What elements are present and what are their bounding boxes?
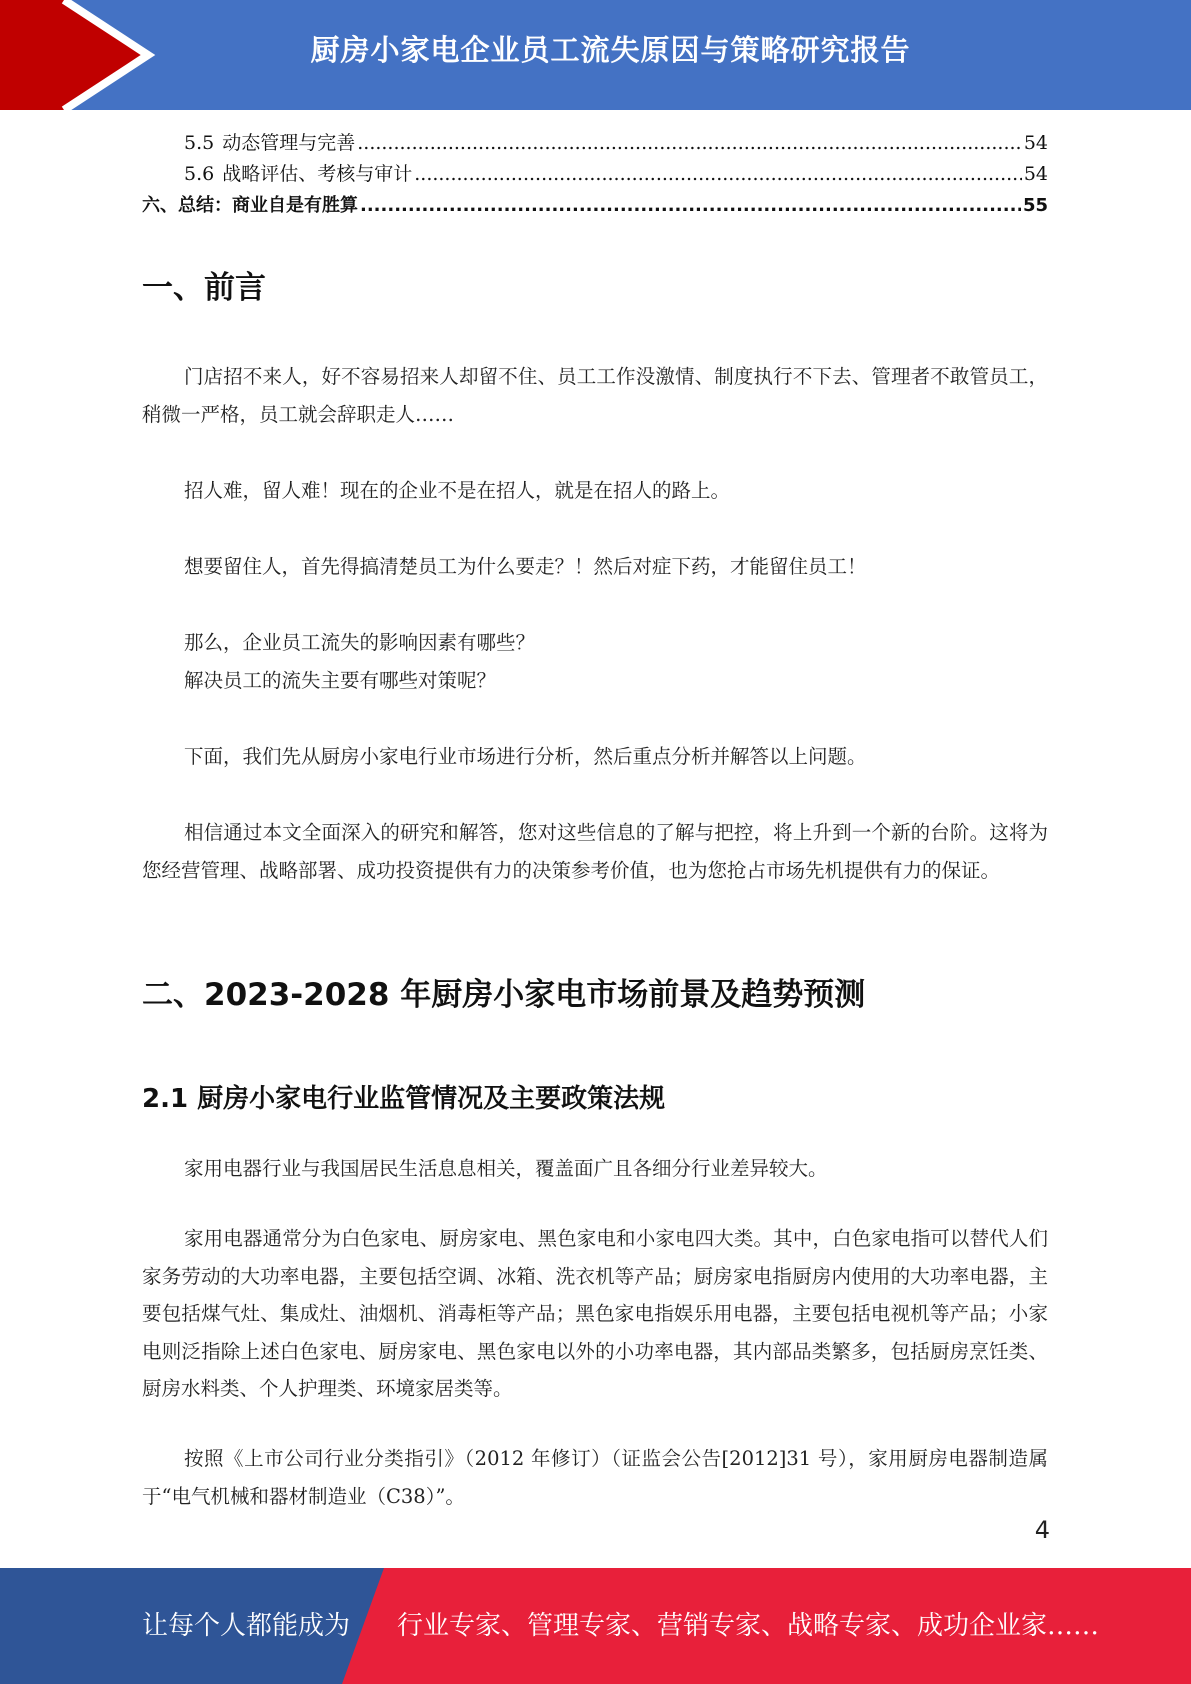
page-header: [0, 0, 1191, 110]
toc-entry[interactable]: [142, 159, 1048, 190]
page-footer: [0, 1568, 1191, 1684]
toc-leader-dots: [360, 190, 1021, 221]
subsection-heading-regulation: 2.1 厨房小家电行业监管情况及主要政策法规: [142, 1084, 666, 1114]
toc-leader-dots: [357, 128, 1022, 159]
toc-leader-dots: [414, 159, 1022, 190]
toc-entry-label: 战略评估、考核与审计: [222, 163, 413, 185]
toc-entry-chapter[interactable]: [142, 190, 1048, 221]
paragraph: 家用电器行业与我国居民生活息息相关，覆盖面广且各细分行业差异较大。: [184, 1157, 828, 1180]
toc-entry-label: 动态管理与完善: [222, 132, 356, 154]
paragraph: 解决员工的流失主要有哪些对策呢？: [184, 669, 497, 692]
paragraph: 下面，我们先从厨房小家电行业市场进行分析，然后重点分析并解答以上问题。: [184, 745, 867, 768]
paragraph: 按照《上市公司行业分类指引》（2012 年修订）（证监会公告[2012]31 号），家用厨房电器制造属于“电气机械和器材制造业（C38）”。: [142, 1447, 1048, 1508]
paragraph: 家用电器通常分为白色家电、厨房家电、黑色家电和小家电四大类。其中，白色家电指可以替代人们家务劳动的大功率电器，主要包括空调、冰箱、洗衣机等产品；厨房家电指厨房内使用的大功率电器，主要包括煤气灶、集成灶、油烟机、消毒柜等产品；黑色家电指娱乐用电器，主要包括电视机等产品；小家电则泛指除上述白色家电、厨房家电、黑色家电以外的小功率电器，其内部品类繁多，包括厨房烹饪类、厨房水料类、个人护理类、环境家居类等。: [142, 1227, 1048, 1400]
section-heading-preface: 一、前言: [142, 270, 266, 306]
paragraph: 招人难，留人难！现在的企业不是在招人，就是在招人的路上。: [184, 479, 731, 502]
paragraph: 想要留住人，首先得搞清楚员工为什么要走？！然后对症下药，才能留住员工！: [184, 555, 867, 578]
toc-entry-number: 5.6: [184, 163, 215, 185]
page-number: 4: [1034, 1516, 1050, 1544]
paragraph: 相信通过本文全面深入的研究和解答，您对这些信息的了解与把控，将上升到一个新的台阶。这将为您经营管理、战略部署、成功投资提供有力的决策参考价值，也为您抢占市场先机提供有力的保证。: [142, 821, 1048, 882]
paragraph: 那么，企业员工流失的影响因素有哪些？: [184, 631, 536, 654]
toc-entry-page: 54: [1023, 132, 1048, 154]
toc-entry-page: 54: [1023, 163, 1048, 185]
paragraph: 门店招不来人，好不容易招来人却留不住、员工工作没激情、制度执行不下去、管理者不敢管员工，稍微一严格，员工就会辞职走人……: [142, 365, 1048, 426]
toc-entry-label: 六、总结：商业自是有胜算: [142, 195, 358, 216]
table-of-contents: [142, 128, 1048, 221]
footer-slogan-left: 让每个人都能成为: [142, 1611, 351, 1641]
report-title: 厨房小家电企业员工流失原因与策略研究报告: [310, 33, 911, 67]
toc-entry[interactable]: [142, 128, 1048, 159]
footer-slogan-right: 行业专家、管理专家、营销专家、战略专家、成功企业家……: [397, 1611, 1100, 1641]
toc-entry-number: 5.5: [184, 132, 215, 154]
toc-entry-page: 55: [1022, 195, 1048, 216]
section-heading-market-outlook: 二、2023-2028 年厨房小家电市场前景及趋势预测: [142, 977, 866, 1013]
